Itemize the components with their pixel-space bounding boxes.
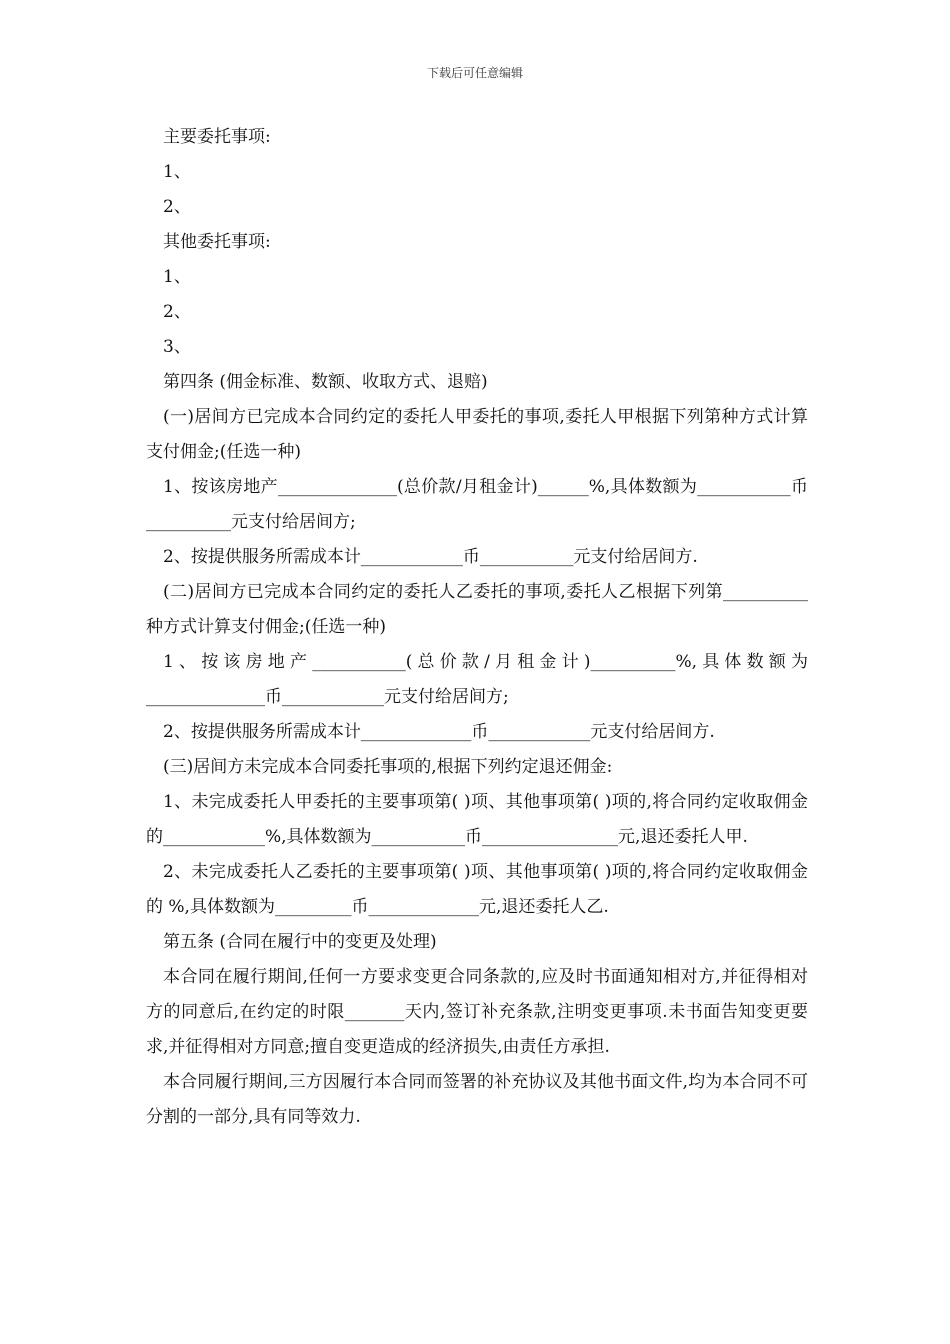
other-item-1: 1、 [163, 267, 191, 287]
other-entrusted-items-heading: 其他委托事项: [163, 232, 271, 252]
main-item-2: 2、 [163, 197, 191, 217]
amendment-clause: 本合同在履行期间,任何一方要求变更合同条款的,应及时书面通知相对方,并征得相对方的同意后,在约定的时限_______天内,签订补充条款,注明变更事项.未书面告知变更要求,并征得相对方同意;擅自变更造成的经济损失,由责任方承担. [146, 967, 808, 1057]
article-4-title: 第四条 (佣金标准、数额、收取方式、退赔) [163, 372, 488, 392]
party-b-method-1: 1、按该房地产___________(总价款/月租金计)__________%,具体数额为______________币____________元支付给居间方; [146, 652, 808, 707]
party-a-method-1: 1、按该房地产______________(总价款/月租金计)______%,具体数额为___________币__________元支付给居间方; [146, 477, 808, 532]
party-b-method-2: 2、按提供服务所需成本计_____________币____________元支付给居间方. [163, 722, 715, 742]
party-a-method-2: 2、按提供服务所需成本计____________币___________元支付给居间方. [163, 547, 698, 567]
contract-body [146, 120, 808, 1135]
main-entrusted-items-heading: 主要委托事项: [163, 127, 271, 147]
refund-clause-heading: (三)居间方未完成本合同委托事项的,根据下列约定退还佣金: [163, 757, 613, 777]
commission-party-b-clause: (二)居间方已完成本合同约定的委托人乙委托的事项,委托人乙根据下列第__________种方式计算支付佣金;(任选一种) [146, 582, 808, 637]
refund-party-a: 1、未完成委托人甲委托的主要事项第( )项、其他事项第( )项的,将合同约定收取佣金的____________%,具体数额为___________币________________元,退还委托人甲. [146, 792, 808, 847]
supplementary-agreement-clause: 本合同履行期间,三方因履行本合同而签署的补充协议及其他书面文件,均为本合同不可分割的一部分,具有同等效力. [146, 1072, 808, 1127]
article-5-title: 第五条 (合同在履行中的变更及处理) [163, 932, 437, 952]
other-item-3: 3、 [163, 337, 191, 357]
commission-party-a-clause: (一)居间方已完成本合同约定的委托人甲委托的事项,委托人甲根据下列第种方式计算支付佣金;(任选一种) [146, 407, 808, 462]
main-item-1: 1、 [163, 162, 191, 182]
other-item-2: 2、 [163, 302, 191, 322]
page-header-note: 下载后可任意编辑 [426, 66, 523, 80]
refund-party-b: 2、未完成委托人乙委托的主要事项第( )项、其他事项第( )项的,将合同约定收取佣金的 %,具体数额为_________币_____________元,退还委托人乙. [146, 862, 808, 917]
